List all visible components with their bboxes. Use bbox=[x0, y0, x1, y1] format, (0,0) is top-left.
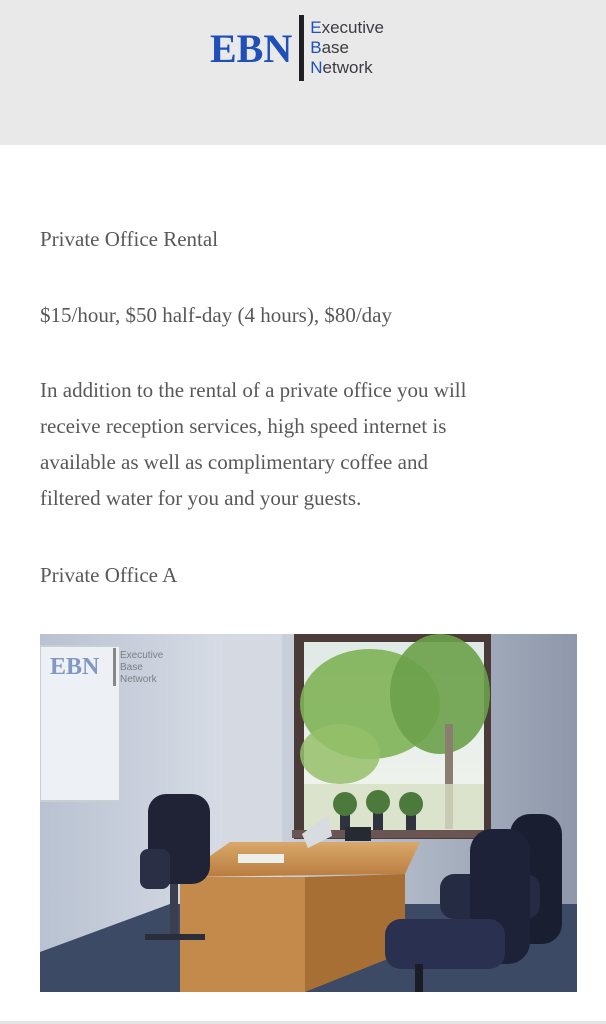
logo-word-base: Base bbox=[310, 38, 350, 57]
logo-word-executive: Executive bbox=[310, 18, 384, 37]
watermark-mark: EBN bbox=[50, 654, 100, 680]
tree-foliage bbox=[390, 634, 490, 754]
watermark-word: Network bbox=[120, 674, 157, 685]
watermark-word: Executive bbox=[120, 650, 164, 661]
logo-mark: EBN bbox=[210, 26, 293, 71]
office-scene bbox=[40, 634, 577, 992]
office-photo[interactable] bbox=[40, 634, 577, 992]
logo-wordmark bbox=[310, 18, 384, 78]
office-subheading: Private Office A bbox=[40, 563, 178, 587]
description-line: receive reception services, high speed internet is bbox=[40, 414, 447, 438]
tree-foliage bbox=[300, 724, 380, 784]
description-line: In addition to the rental of a private office you will bbox=[40, 378, 467, 402]
description-line: available as well as complimentary coffee and bbox=[40, 450, 428, 474]
window-ground bbox=[304, 784, 484, 832]
logo-word-network: Network bbox=[310, 58, 373, 77]
page-heading: Private Office Rental bbox=[40, 227, 219, 251]
notebook bbox=[238, 854, 284, 863]
potted-plants bbox=[333, 790, 423, 830]
description-line: filtered water for you and your guests. bbox=[40, 486, 362, 510]
watermark-word: Base bbox=[120, 662, 143, 673]
logo-divider bbox=[299, 15, 304, 81]
site-header bbox=[0, 0, 606, 145]
ebn-logo[interactable] bbox=[210, 14, 384, 82]
description-paragraph bbox=[40, 372, 570, 516]
desk-phone bbox=[345, 827, 371, 841]
pricing-text: $15/hour, $50 half-day (4 hours), $80/day bbox=[40, 303, 393, 327]
